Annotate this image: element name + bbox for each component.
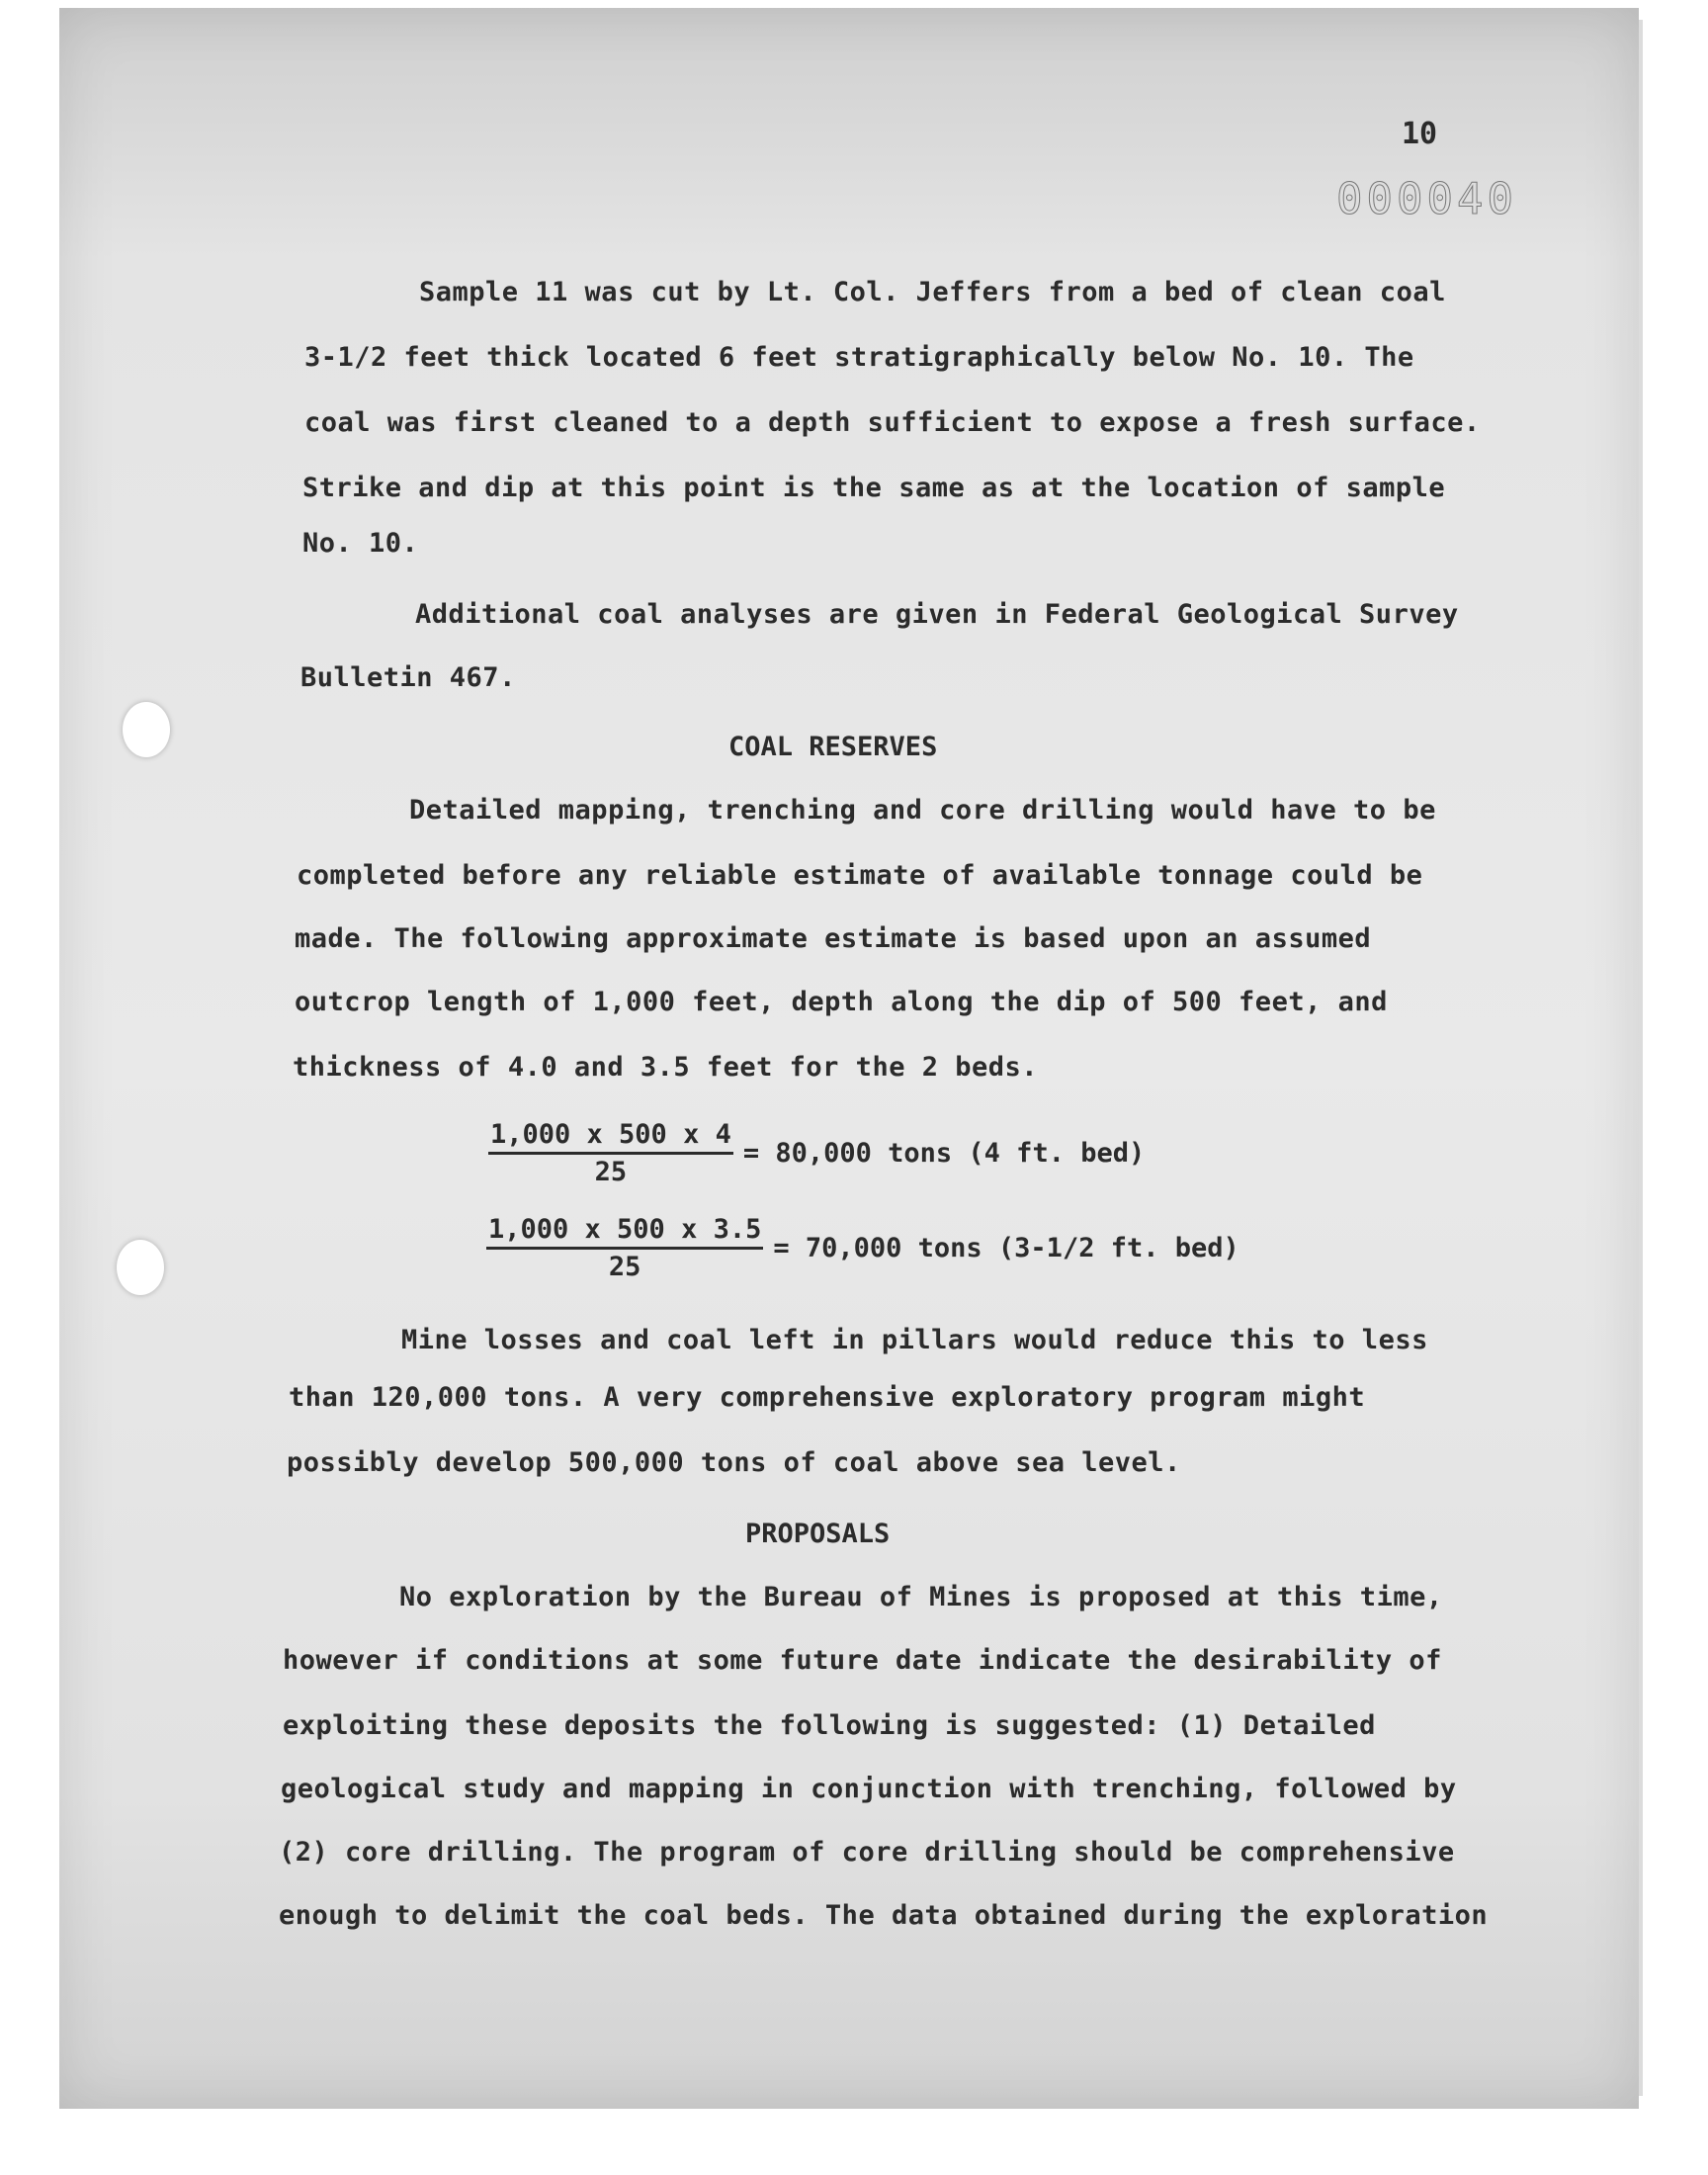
p5-line-3: exploiting these deposits the following is suggested: (1) Detailed <box>283 1710 1376 1741</box>
p3-line-1: Detailed mapping, trenching and core drilling would have to be <box>409 795 1436 826</box>
equation-1-denominator: 25 <box>594 1157 628 1187</box>
p4-line-2: than 120,000 tons. A very comprehensive exploratory program might <box>289 1382 1366 1413</box>
p1-line-2: 3-1/2 feet thick located 6 feet stratigraphically below No. 10. The <box>304 342 1414 373</box>
equation-1-numerator: 1,000 x 500 x 4 <box>488 1119 733 1155</box>
p2-line-2: Bulletin 467. <box>300 662 516 693</box>
p3-line-3: made. The following approximate estimate is based upon an assumed <box>295 923 1372 954</box>
equation-2-numerator: 1,000 x 500 x 3.5 <box>486 1214 763 1250</box>
equation-2-result: = 70,000 tons (3-1/2 ft. bed) <box>773 1233 1239 1263</box>
p1-line-3: coal was first cleaned to a depth sufficient to expose a fresh surface. <box>304 407 1481 438</box>
p1-line-5: No. 10. <box>302 528 419 559</box>
p4-line-3: possibly develop 500,000 tons of coal above sea level. <box>287 1447 1181 1478</box>
punch-hole-bottom <box>117 1240 164 1295</box>
p3-line-2: completed before any reliable estimate of available tonnage could be <box>297 860 1423 891</box>
equation-4ft-bed <box>488 1119 1145 1187</box>
p5-line-5: (2) core drilling. The program of core drilling should be comprehensive <box>279 1837 1455 1868</box>
punch-hole-top <box>123 702 170 757</box>
equation-1-result: = 80,000 tons (4 ft. bed) <box>742 1138 1146 1169</box>
equation-2-fraction <box>486 1214 763 1282</box>
equation-1-fraction <box>488 1119 733 1187</box>
equation-3-5ft-bed <box>486 1214 1239 1282</box>
equation-2-denominator: 25 <box>608 1252 641 1282</box>
p5-line-1: No exploration by the Bureau of Mines is proposed at this time, <box>399 1582 1443 1612</box>
p2-line-1: Additional coal analyses are given in Federal Geological Survey <box>415 599 1459 630</box>
p1-line-4: Strike and dip at this point is the same as at the location of sample <box>302 473 1446 503</box>
p4-line-1: Mine losses and coal left in pillars would reduce this to less <box>401 1325 1428 1355</box>
document-id-stamp: 000040 <box>1336 174 1517 224</box>
p5-line-4: geological study and mapping in conjunction with trenching, followed by <box>281 1774 1457 1804</box>
p1-line-1: Sample 11 was cut by Lt. Col. Jeffers from a bed of clean coal <box>419 277 1446 307</box>
page-number: 10 <box>1402 117 1438 151</box>
heading-coal-reserves: COAL RESERVES <box>728 732 938 762</box>
p3-line-5: thickness of 4.0 and 3.5 feet for the 2 beds. <box>293 1052 1038 1083</box>
p3-line-4: outcrop length of 1,000 feet, depth along the dip of 500 feet, and <box>295 987 1388 1017</box>
p5-line-2: however if conditions at some future date indicate the desirability of <box>283 1645 1442 1676</box>
heading-proposals: PROPOSALS <box>745 1519 891 1549</box>
p5-line-6: enough to delimit the coal beds. The data obtained during the exploration <box>279 1900 1489 1931</box>
